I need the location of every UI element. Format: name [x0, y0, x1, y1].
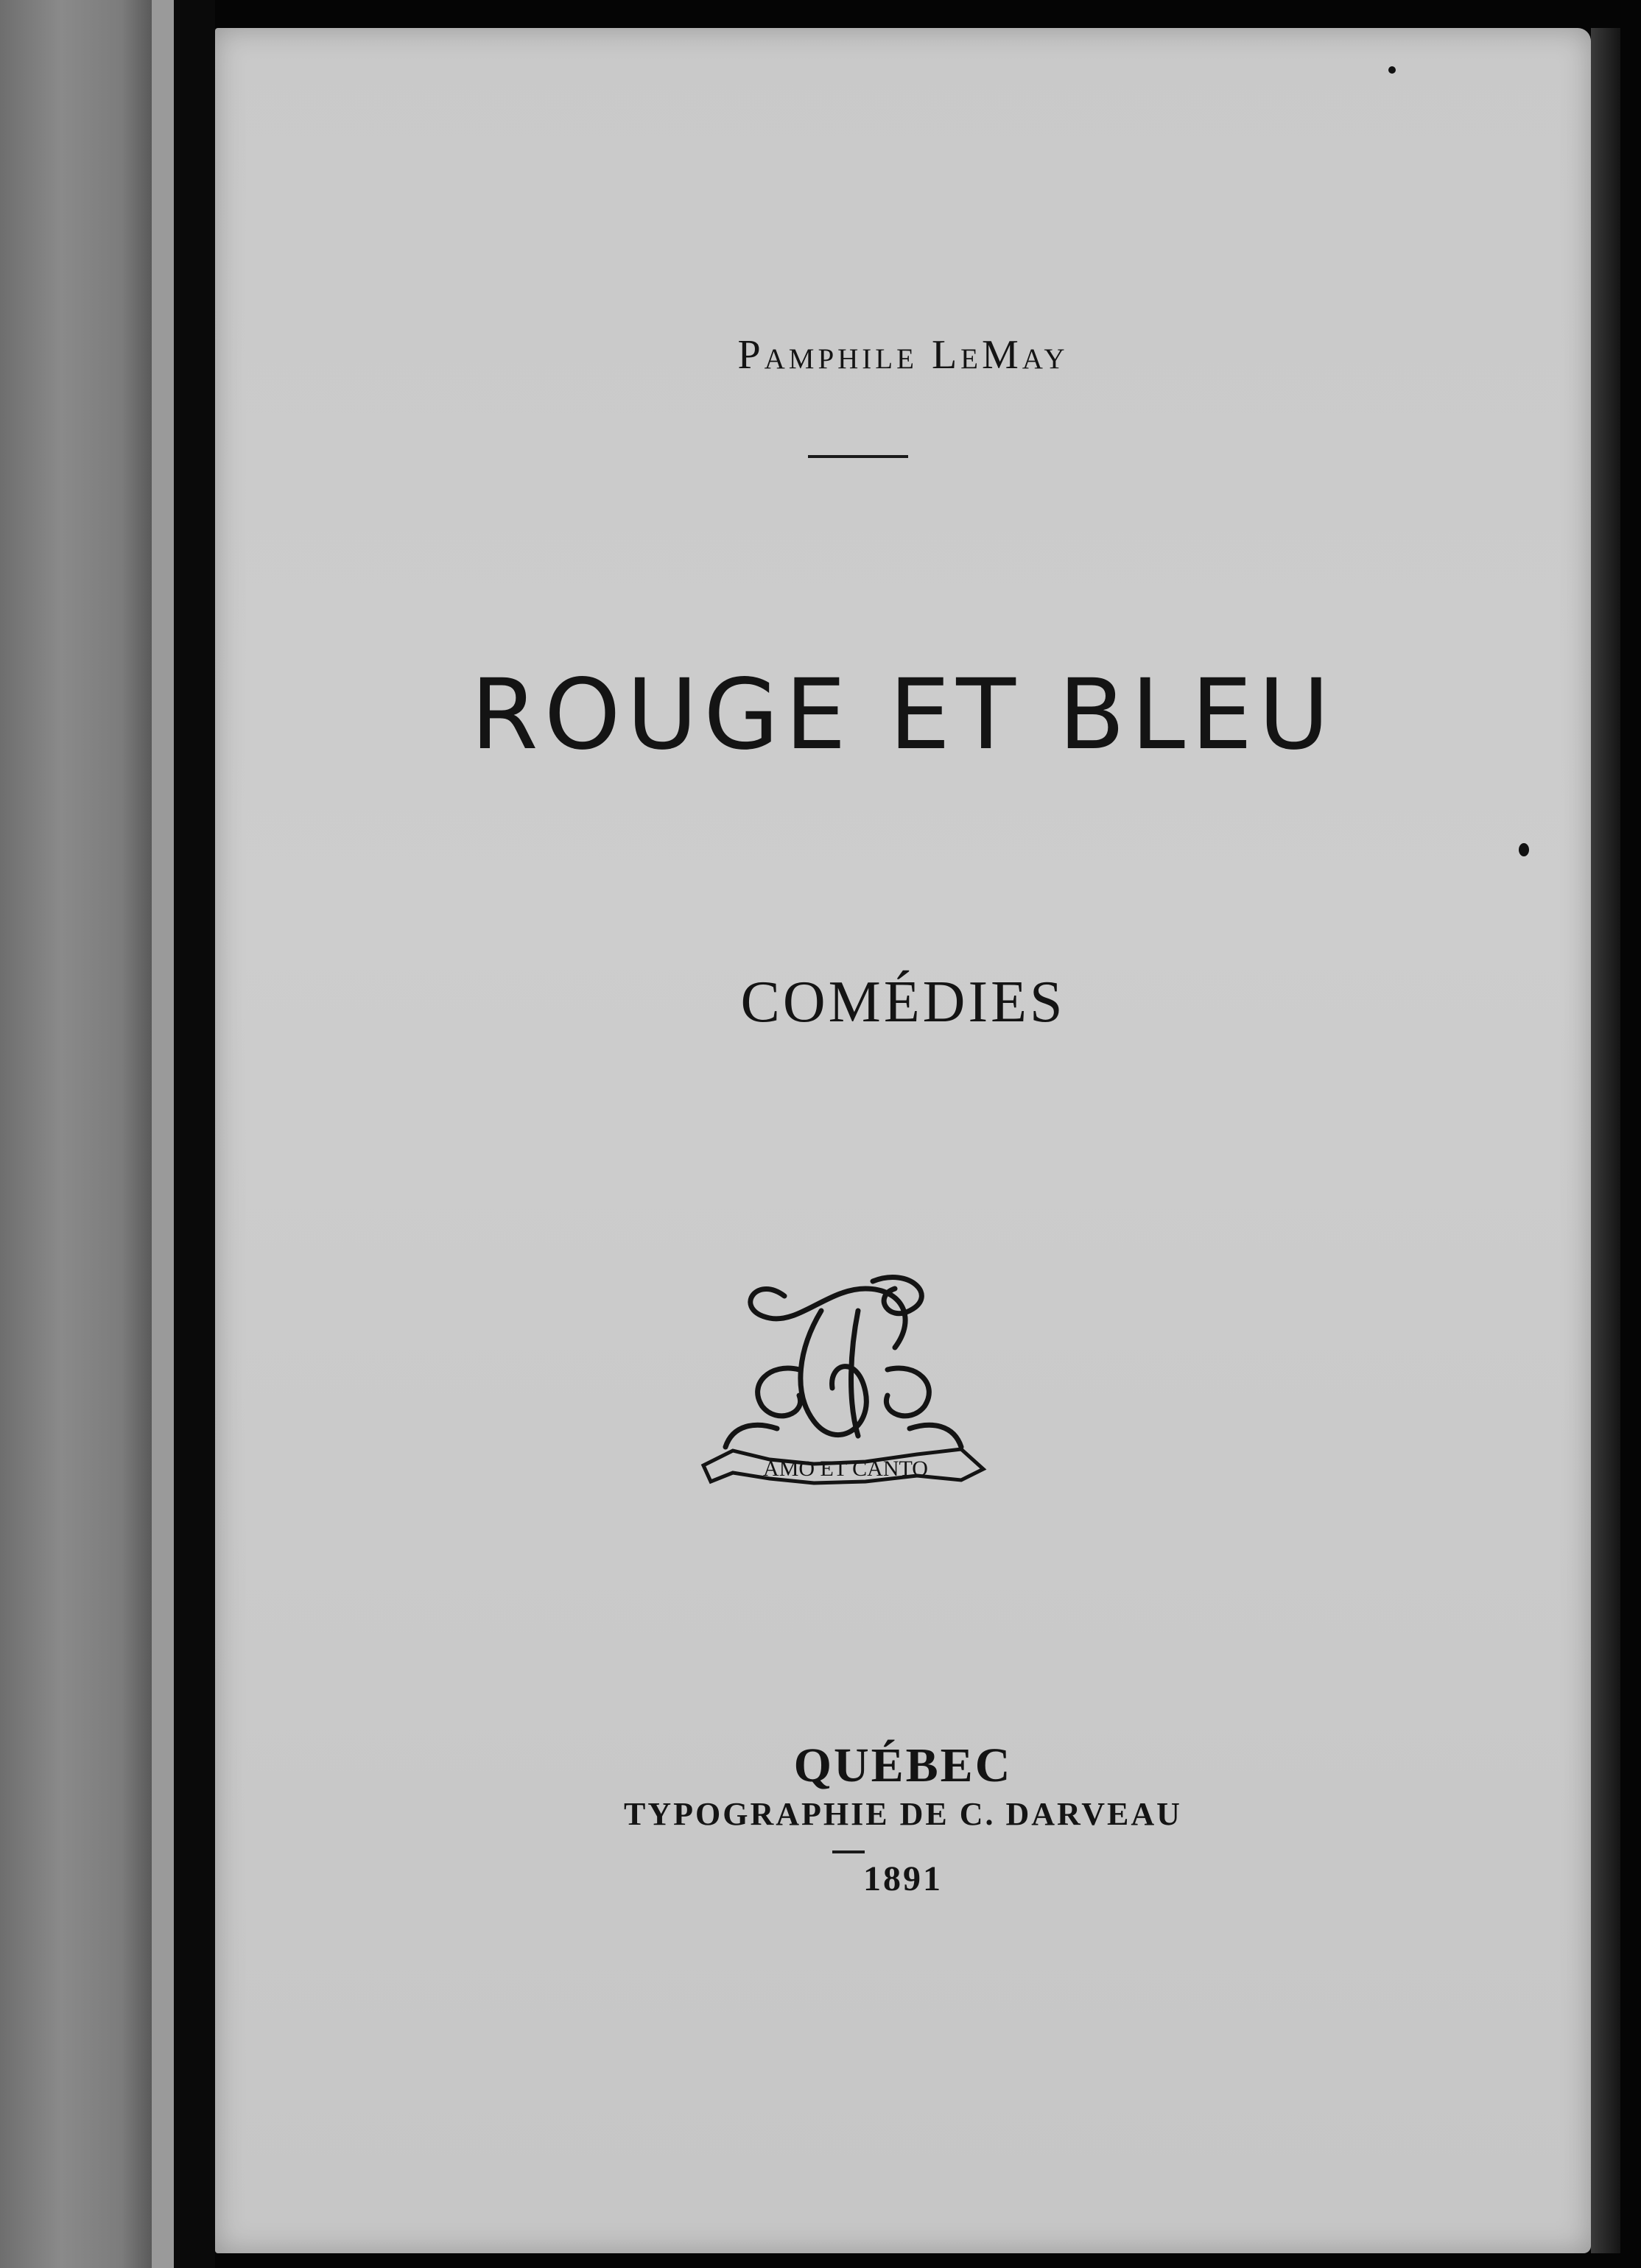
ink-speck — [1388, 66, 1396, 74]
imprint-year: 1891 — [863, 1859, 943, 1898]
imprint-rule — [832, 1850, 865, 1853]
book-gutter — [174, 0, 215, 2268]
imprint-printer: TYPOGRAPHIE DE C. DARVEAU — [624, 1796, 1182, 1832]
facing-page-edge — [0, 0, 152, 2268]
ink-speck — [1519, 843, 1529, 856]
divider-rule — [808, 455, 908, 458]
facing-page-margin — [152, 0, 174, 2268]
book-title: ROUGE ET BLEU — [471, 658, 1335, 772]
monogram-emblem — [689, 1267, 1002, 1502]
book-subtitle: COMÉDIES — [740, 970, 1066, 1035]
page-right-edge — [1591, 28, 1620, 2253]
author-name: Pamphile LeMay — [737, 332, 1069, 378]
motto-text: AMO ET CANTO — [763, 1457, 928, 1481]
imprint-place: QUÉBEC — [793, 1739, 1013, 1792]
